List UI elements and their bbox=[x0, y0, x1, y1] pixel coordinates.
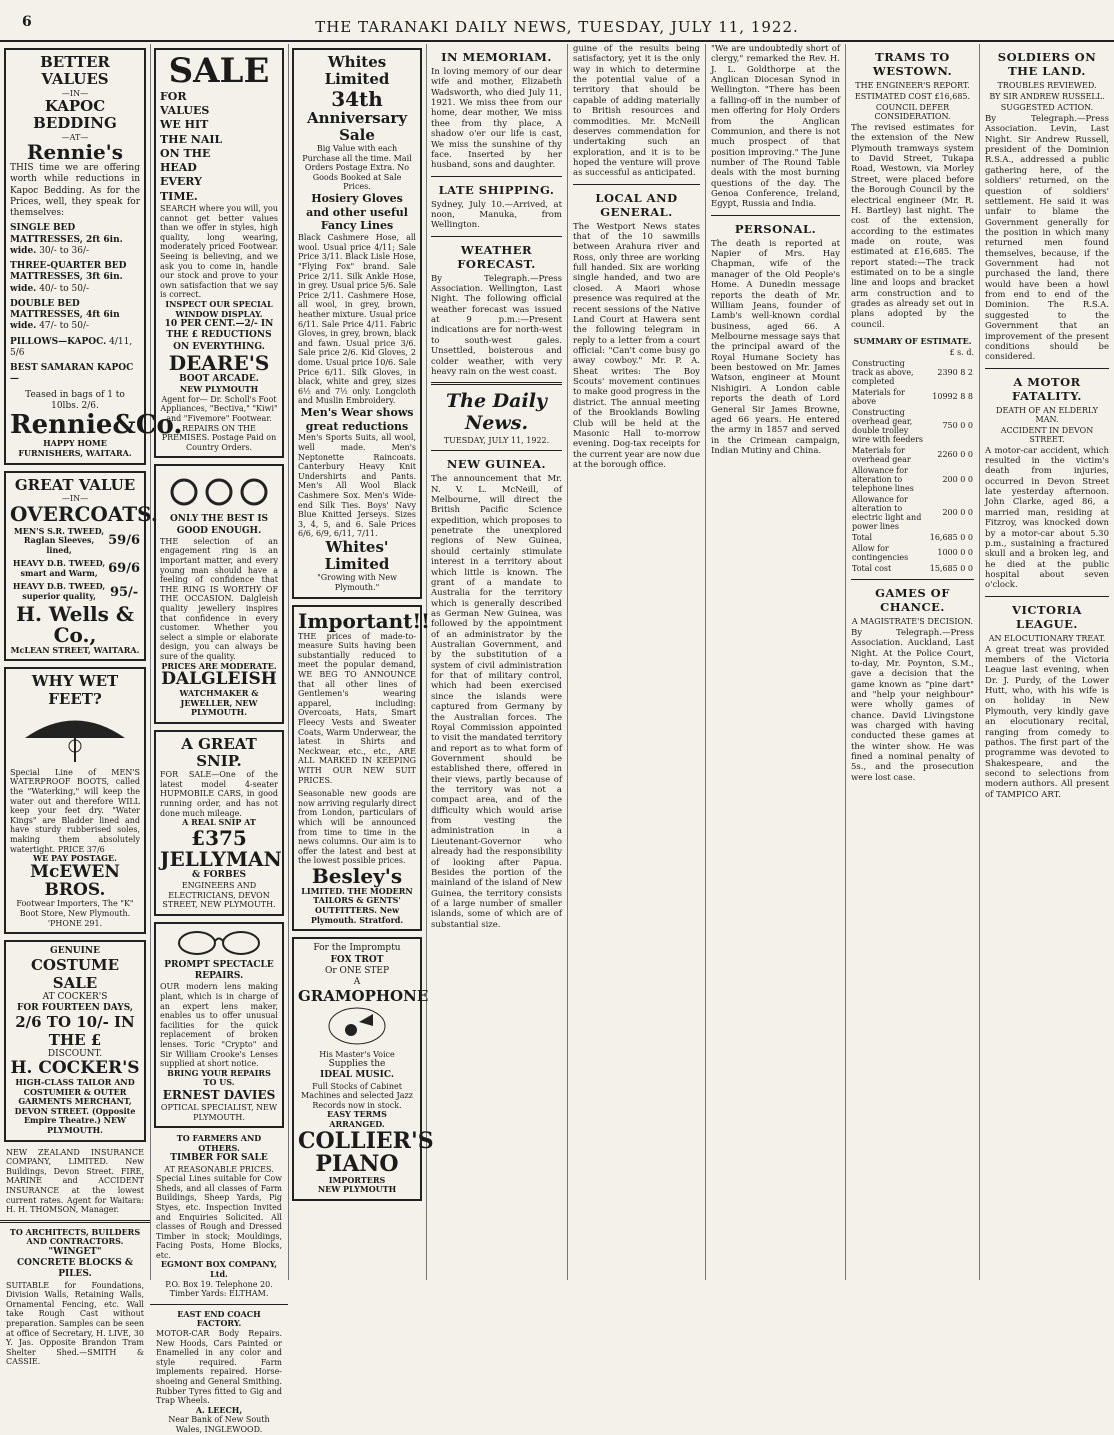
ad-sub-2: IDEAL MUSIC. bbox=[320, 1070, 394, 1081]
ad-heading-2: FOX TROT bbox=[330, 954, 384, 965]
side-word: HEAD bbox=[160, 161, 197, 175]
ad-body: FOR SALE—One of the latest model 4-seater HUPMOBILE CARS, in good running order, and has not done much mileage. bbox=[160, 770, 278, 818]
collier-ad bbox=[292, 937, 434, 1201]
ad-sub-2: —AT— bbox=[61, 132, 89, 142]
ad-heading: EAST END COACH FACTORY. bbox=[177, 1308, 261, 1329]
memoriam-body: In loving memory of our dear wife and mother, Elizabeth Wadsworth, who died July 11, 1921. We miss thee from our home, dear mother, We miss thee from thy place, A shadow o'er our life is cast, We miss the sunshine of thy face. Inserted by her husband, sons and daughter. bbox=[431, 67, 562, 171]
firm-name: McEWEN BROS. bbox=[30, 861, 120, 900]
cocker-ad bbox=[4, 940, 146, 1141]
ad-discount: 10 PER CENT.—2/- IN THE £ REDUCTIONS ON EVERYTHING. bbox=[164, 319, 274, 352]
ad-body: Special Line of MEN'S WATERPROOF BOOTS, called the "Waterking," will keep the water out and therefore WILL keep your feet dry. "Water Kings" are Bladder lined and have sturdy rubberised soles, making them absolutely watertight. PRICE 37/6 bbox=[10, 767, 140, 854]
ad-discount: 2/6 TO 10/- IN THE £ bbox=[15, 1013, 135, 1049]
ad-body: Full Stocks of Cabinet Machines and selected Jazz Records now in stock. bbox=[301, 1081, 413, 1110]
ad-note: PRICES ARE MODERATE. bbox=[161, 660, 277, 671]
column-2 bbox=[150, 44, 289, 1434]
table-row bbox=[851, 445, 974, 465]
item-label: PILLOWS—KAPOC. bbox=[10, 336, 107, 347]
row-label: Allowance for alteration to telephone lines bbox=[852, 465, 914, 493]
badge-caption: His Master's Voice bbox=[319, 1049, 395, 1059]
soldiers-body: By Telegraph.—Press Association. Levin, Last Night. Sir Andrew Russell, president of the Dominion R.S.A., addressed a public gathering here, of the soldiers' returned, on the question of soldiers' settlement. He said it was unfair to blame the Government generally for the position in which many returned men found themselves, because, if the Government had not purchased the land, there would have been a howl from end to end of the Dominion. The R.S.A. suggested to the Government that an improvement of the present conditions should be considered. bbox=[985, 114, 1109, 363]
firm-tag: HIGH-CLASS TAILOR AND COSTUMIER & OUTER GARMENTS MERCHANT, DEVON STREET. (Opposite Empire Theatre.) NEW PLYMOUTH. bbox=[14, 1077, 136, 1135]
ad-heading-3: Anniversary Sale bbox=[306, 108, 408, 144]
deares-ad bbox=[154, 48, 284, 458]
item-label: DOUBLE BED MATTRESSES, 4ft 6in wide. bbox=[10, 298, 120, 332]
price-item bbox=[10, 223, 140, 257]
ad-body: MOTOR-CAR Body Repairs. New Hoods, Cars Painted or Enamelled in any color and style required. Farm implements repaired. Horse-shoeing and General Smithing. Rubber Tyres fitted to Gig and Trap Wheels. bbox=[156, 1329, 282, 1406]
ad-heading: A GREAT SNIP. bbox=[181, 734, 257, 771]
trams-body: The revised estimates for the extension of the New Plymouth tramways system to David Street, Tukapa Road, Westown, via Morley Street, were placed before the Borough Council by the electrical engineer (Mr. R. H. Bartley) last night. The cost of the extension, according to the estimates made on route, was estimated at £16,685. The report stated:—The track estimated on to be a single line and loops and bracket arm construction and to grades as already set out in plans adopted by the council. bbox=[851, 123, 974, 330]
firm-name: Whites' Limited bbox=[324, 537, 390, 574]
firm-tag: WATCHMAKER & JEWELLER, NEW PLYMOUTH. bbox=[179, 688, 259, 718]
row-label: Allowance for alteration to electric light and power lines bbox=[852, 494, 922, 531]
ad-sub: AT REASONABLE PRICES. bbox=[164, 1164, 274, 1174]
row-value: 750 0 0 bbox=[942, 421, 973, 431]
firm-address: NEW PLYMOUTH bbox=[317, 1184, 397, 1195]
ad-heading: TO FARMERS AND OTHERS. bbox=[176, 1133, 262, 1153]
ad-heading-3: Or ONE STEP bbox=[324, 965, 390, 976]
ad-article: A bbox=[353, 977, 361, 987]
soldiers-subhead-3: SUGGESTED ACTION. bbox=[1000, 103, 1094, 112]
jellyman-ad bbox=[154, 730, 284, 916]
mcewen-ad bbox=[4, 667, 146, 934]
personal-heading: PERSONAL. bbox=[734, 221, 817, 236]
firm-name-2: PIANO bbox=[315, 1150, 399, 1177]
row-label: Total bbox=[852, 532, 873, 542]
ad-sub: —IN— bbox=[61, 88, 89, 98]
ad-note: WE PAY POSTAGE. bbox=[33, 853, 117, 864]
ad-sub-2: FOR FOURTEEN DAYS, bbox=[16, 1003, 134, 1014]
firm-name-2: & FORBES bbox=[192, 869, 246, 880]
ad-note: EASY TERMS ARRANGED. bbox=[327, 1109, 387, 1129]
item-price: 30/- to 36/- bbox=[39, 245, 90, 256]
besley-ad bbox=[292, 605, 430, 932]
side-word: WE HIT bbox=[160, 118, 209, 132]
firm-address: NEW PLYMOUTH bbox=[179, 384, 259, 395]
editorial-date: TUESDAY, JULY 11, 1922. bbox=[443, 436, 550, 446]
price-item bbox=[10, 337, 140, 360]
side-word: THE NAIL bbox=[160, 132, 223, 146]
ad-note: A REAL SNIP AT bbox=[182, 817, 256, 828]
firm-tag: LIMITED. THE MODERN TAILORS & GENTS' OUTFITTERS. New Plymouth. Stratford. bbox=[301, 885, 413, 925]
column-4 bbox=[426, 44, 568, 1280]
price-item bbox=[10, 261, 140, 295]
ad-intro: Big Value with each Purchase all the time. Mail Orders Postage Extra. No Goods Booked at Sale Prices. bbox=[302, 144, 412, 192]
editorial-masthead: The Daily News. bbox=[446, 390, 547, 435]
ad-heading-2: KAPOC BEDDING bbox=[33, 97, 117, 133]
newspaper-title: THE TARANAKI DAILY NEWS, TUESDAY, JULY 11, 1922. bbox=[315, 18, 799, 36]
personal-body: The death is reported at Napier of Mrs. Hay Chapman, wife of the manager of the Old People's Home. A Dunedin message reports the death of Mr. William Jeans, founder of Lamb's well-known cordial business, aged 66. A Melbourne message says that the principal award of the Royal Humane Society has been bestowed on Mr. James Watson, engineer at Mount Nishigiri. A London cable reports the death of Lord General Sir James Browne, aged 66 years. He entered the army in 1857 and served in the Crimean campaign, Indian Mutiny and China. bbox=[711, 238, 840, 456]
trams-heading: TRAMS TO WESTOWN. bbox=[872, 50, 953, 78]
side-word: VALUES bbox=[160, 103, 210, 117]
chance-body: By Telegraph.—Press Association. Auckland, Last Night. At the Police Court, to-day, Mr. Poynton, S.M., gave a decision that the game known as "pine dart" and "help your neighbour" were wholly games of chance. David Livingstone was charged with having conducted these games at the winter show. He was fined a nominal penalty of 5s., and the prosecution were lost case. bbox=[851, 627, 974, 783]
price-table bbox=[10, 525, 140, 604]
trams-subhead: THE ENGINEER'S REPORT. bbox=[855, 81, 970, 90]
firm-address: McLEAN STREET, WAITARA. bbox=[10, 644, 140, 655]
chance-subhead: A MAGISTRATE'S DECISION. bbox=[851, 616, 974, 626]
firm-name: H. COCKER'S bbox=[10, 1058, 140, 1079]
league-body: A great treat was provided members of the Victoria League last evening, when Dr. J. Purdy, of the Lower Hutt, who, with his wife is on holiday in New Plymouth, very kindly gave an elocutionary recital, ranging from comedy to pathos. The first part of the programme was devoted to Shakespeare, and the second to selections from modern authors. All present of TAMPICO ART. bbox=[985, 644, 1109, 800]
column-7 bbox=[846, 44, 980, 1280]
rings-icon bbox=[164, 470, 274, 510]
ad-heading: GREAT VALUE bbox=[14, 475, 136, 494]
local-body: The Westport News states that of the 10 sawmills between Arahura river and Ross, only three are working full handed. Six are working single handed, and two are closed. A Maori whose presence was required at the recent sessions of the Native Land Court at Hawera sent the following telegram in reply to a letter from a court official: "Can't come busy go away cowboy." Mr. P. A. Sheat writes: The Boy Scouts' movement continues to make good progress in the district. The annual meeting of the Brooklands Bowling Club will be held at the Masonic Hall to-morrow evening. Dog-tax receipts for the current year are now due at the borough office. bbox=[573, 221, 700, 470]
fatality-subhead-2: ACCIDENT IN DEVON STREET. bbox=[1000, 425, 1094, 444]
ad-body: SUITABLE for Foundations, Division Walls, Retaining Walls, Ornamental Fencing, etc. Wall take Rough Cast without preparation. Samples can be seen at office of Secretary, H. LIVE, 30 Y. Jas. Opposite Brandon Tram Shelter Shed.—SMITH & CASSIE. bbox=[6, 1280, 144, 1367]
editorial-continued: guine of the results being satisfactory, yet it is the only way in which to determine the potential value of a territory that should be capable of adding materially to British resources and commodities. Mr. McNeill deserves commendation for undertaking such an exploration, and it is to be hoped the venture will prove as successful as anticipated. bbox=[573, 44, 700, 179]
ad-side-list bbox=[160, 90, 278, 204]
soldiers-subhead-2: BY SIR ANDREW RUSSELL. bbox=[989, 92, 1105, 101]
ad-note: INSPECT OUR SPECIAL WINDOW DISPLAY. bbox=[165, 299, 273, 319]
item-label: BEST SAMARAN KAPOC— bbox=[10, 363, 134, 385]
summary-currency-head: £ s. d. bbox=[949, 348, 974, 358]
table-row bbox=[851, 358, 974, 387]
firm-tag: IMPORTERS bbox=[328, 1174, 386, 1185]
wells-ad bbox=[4, 471, 158, 662]
side-word: EVERY bbox=[160, 175, 202, 189]
umbrella-figure-icon bbox=[15, 708, 135, 764]
ad-heading: Whites Limited bbox=[324, 53, 390, 89]
row-value: 16,685 0 0 bbox=[929, 532, 973, 542]
firm-tag: ENGINEERS AND ELECTRICIANS, DEVON STREET, NEW PLYMOUTH. bbox=[162, 881, 276, 910]
item-label: THREE-QUARTER BED MATTRESSES, 3ft 6in. wide. bbox=[10, 261, 127, 294]
price-item bbox=[10, 299, 140, 333]
weather-heading: WEATHER FORECAST. bbox=[457, 242, 536, 271]
table-row bbox=[851, 465, 974, 494]
ad-body: SEARCH where you will, you cannot get better values than we offer in styles, high quality, long wearing, moderately priced Footwear. Seeing is believing, and we ask you to come in, handle our stock and prove to your own satisfaction that we say is correct. bbox=[160, 204, 278, 300]
ad-sub-3: DISCOUNT. bbox=[47, 1048, 103, 1059]
column-6 bbox=[706, 44, 846, 1280]
row-label: Total cost bbox=[852, 563, 892, 573]
fatality-heading: A MOTOR FATALITY. bbox=[1012, 374, 1082, 403]
davies-ad bbox=[154, 922, 284, 1128]
ad-subhead-2: Men's Wear shows great reductions bbox=[300, 405, 414, 433]
firm-tag: OPTICAL SPECIALIST, NEW PLYMOUTH. bbox=[160, 1102, 278, 1122]
page-number: 6 bbox=[22, 14, 32, 30]
firm-name: COLLIER'S bbox=[298, 1127, 434, 1154]
price-row bbox=[10, 557, 140, 580]
ad-sub: —IN— bbox=[61, 493, 89, 503]
column-3 bbox=[288, 44, 434, 1280]
item-price: 40/- to 50/- bbox=[39, 283, 90, 294]
firm-name-2: BOOT ARCADE. bbox=[179, 373, 259, 384]
ad-brand: Rennie's bbox=[26, 140, 124, 165]
league-heading: VICTORIA LEAGUE. bbox=[1012, 602, 1082, 631]
row-value: 1000 0 0 bbox=[937, 548, 973, 558]
table-row bbox=[851, 532, 974, 543]
column-5 bbox=[568, 44, 706, 1280]
ad-heading: GENUINE bbox=[50, 946, 100, 957]
ad-body: THE selection of an engagement ring is an important matter, and every young man should have a feeling of confidence that THE RING IS WORTHY OF THE OCCASION. Dalgleish quality jewellery inspires that confidence in every customer. Whether you select a simple or elaborate design, you can always be sure of the quality. bbox=[160, 536, 278, 661]
soldiers-heading: SOLDIERS ON THE LAND. bbox=[997, 50, 1097, 78]
item-price: 4/11, 5/6 bbox=[10, 336, 133, 358]
firm-name: JELLYMAN bbox=[160, 846, 282, 871]
soldiers-subhead: TROUBLES REVIEWED. bbox=[997, 81, 1097, 90]
item-label: SINGLE BED MATTRESSES, 2ft 6in. wide. bbox=[10, 223, 123, 256]
ad-body: Black Cashmere Hose, all wool. Usual price 4/11; Sale Price 3/11. Black Lisle Hose, "Flying Fox" brand. Sale Price 2/11. Silk Ankle Hose, in grey. Usual price 5/6. Sale Price 2/11. Cashmere Hose, all wool, in grey, brown, heather mixture. Usual price 6/11. Sale Price 4/11. Fabric Gloves, in grey, brown, black and fawn. Usual price 3/6. Sale price 2/6. Kid Gloves, 2 dome. Usual price 10/6. Sale Price 6/11. Silk Gloves, in black, white and grey, sizes 6½ and 7½ only. Longcloth and Muslin Embroidery. bbox=[298, 233, 416, 406]
dalgleish-ad bbox=[154, 464, 284, 723]
column-8 bbox=[980, 44, 1114, 1280]
ad-heading: ONLY THE BEST IS GOOD ENOUGH. bbox=[169, 514, 269, 536]
table-row bbox=[851, 387, 974, 407]
firm-name: ERNEST DAVIES bbox=[162, 1087, 276, 1102]
fatality-subhead: DEATH OF AN ELDERLY MAN. bbox=[996, 405, 1098, 424]
ad-heading-2: TIMBER FOR SALE bbox=[170, 1153, 268, 1164]
ad-heading-3: CONCRETE BLOCKS & PILES. bbox=[17, 1258, 133, 1280]
firm-name: Rennie&Co. bbox=[10, 410, 183, 441]
firm-name: DALGLEISH bbox=[161, 669, 277, 690]
local-continued: "We are undoubtedly short of clergy," remarked the Rev. H. J. L. Goldthorpe at the Anglican Diocesan Synod in Wellington. "There has been a falling-off in the number of men offering for Holy Orders from the Anglican Communion, and there is not much prospect of that position improving." The June number of The Round Table deals with the most burning questions of the day. The Genoa Conference, Ireland, Egypt, Russia and India. bbox=[711, 44, 840, 210]
editorial-heading: NEW GUINEA. bbox=[446, 457, 547, 472]
ad-heading-2: COSTUME SALE bbox=[30, 956, 120, 992]
side-word: FOR bbox=[160, 89, 187, 103]
ad-subhead: Hosiery Gloves and other useful Fancy Lines bbox=[306, 191, 408, 233]
egmont-ad bbox=[156, 1134, 282, 1299]
editorial-body: The announcement that Mr. N. V. L. McNeill, of Melbourne, will direct the British Pacific Science expedition, which proposes to penetrate the unexplored regions of New Guinea, should certainly stimulate interest in a territory about which little is known. The grant of a mandate to Australia for the territory which is generally described as German New Guinea, was followed by the appointment of an administrator by the Australian Government, and by the substitution of a system of civil administration for that of military control, which had been exercised since the islands were captured from Germany by the Australian forces. The Royal Commission appointed to visit the mandated territory and report as to what form of Government should be established there, offered in their views, partly because of the territory was not a compact area, and of the difficulty which would arise from vesting the administration in a Lieutenant-Governor who already had the responsibility of looking after Papua. Besides the portion of the mainland of the island of New Guinea, the territory consists of a large number of smaller islands, some of which are of substantial size. bbox=[431, 474, 562, 930]
price-list bbox=[10, 223, 140, 385]
trams-subhead-2: ESTIMATED COST £16,685. bbox=[854, 92, 971, 101]
firm-address: Near Bank of New South Wales, INGLEWOOD. bbox=[168, 1415, 270, 1434]
ad-heading: WHY WET FEET? bbox=[31, 672, 119, 708]
estimate-table bbox=[851, 358, 974, 574]
ad-body: OUR modern lens making plant, which is in charge of an expert lens maker, enables us to offer unusual facilities for the quick replacement of broken lenses. Toric "Crypto" and Sir William Crooke's Lenses supplied at short notice. bbox=[160, 982, 278, 1069]
item-price: 69/6 bbox=[108, 561, 140, 577]
winget-ad bbox=[6, 1228, 144, 1367]
row-value: 200 0 0 bbox=[942, 508, 973, 518]
firm-name: DEARE'S bbox=[168, 350, 270, 375]
row-value: 10992 8 8 bbox=[932, 392, 973, 402]
ad-sub: Supplies the bbox=[328, 1059, 386, 1070]
memoriam-heading: IN MEMORIAM. bbox=[441, 50, 552, 64]
row-value: 200 0 0 bbox=[942, 474, 973, 484]
ad-heading: SALE bbox=[168, 51, 270, 91]
row-label: Materials for above bbox=[852, 387, 905, 406]
item-price: 95/- bbox=[109, 584, 139, 600]
insurance-notice: NEW ZEALAND INSURANCE COMPANY, LIMITED. New Buildings, Devon Street. FIRE, MARINE and ACCIDENT INSURANCE at the lowest current rates. Agent for Waitara: H. H. THOMSON, Manager. bbox=[6, 1147, 144, 1215]
price-row bbox=[10, 580, 140, 603]
firm-name: A. LEECH, bbox=[195, 1404, 243, 1415]
firm-tag: Footwear Importers, The "K" Boot Store, New Plymouth. 'PHONE 291. bbox=[16, 899, 134, 928]
masthead bbox=[0, 0, 1114, 42]
row-label: Allow for contingencies bbox=[852, 543, 909, 562]
row-value: 15,685 0 0 bbox=[929, 563, 973, 573]
row-value: 2260 0 0 bbox=[937, 450, 973, 460]
firm-tag: "Growing with New Plymouth." bbox=[317, 573, 397, 593]
league-subhead: AN ELOCUTIONARY TREAT. bbox=[988, 633, 1106, 643]
ad-product: GRAMOPHONE bbox=[298, 987, 429, 1006]
summary-heading: SUMMARY OF ESTIMATE. bbox=[853, 336, 972, 347]
weather-body: By Telegraph.—Press Association. Wellington, Last Night. The following official weather forecast was issued at 9 p.m.:—Present indications are for north-west to south-west gales. Unsettled, boisterous and colder weather, with very heavy rain on the west coast. bbox=[431, 273, 562, 377]
local-heading: LOCAL AND GENERAL. bbox=[595, 190, 678, 219]
ad-price: £375 bbox=[191, 825, 247, 850]
ad-sub: AT COCKER'S bbox=[42, 991, 108, 1002]
table-row bbox=[851, 494, 974, 532]
side-word: TIME. bbox=[160, 189, 198, 203]
table-row bbox=[851, 407, 974, 445]
chance-heading: GAMES OF CHANCE. bbox=[875, 585, 950, 614]
ad-note: BRING YOUR REPAIRS TO US. bbox=[167, 1067, 271, 1088]
ad-body-2: Men's Sports Suits, all wool, well made. Men's Neptonette Raincoats. Canterbury Heavy Knit Undershirts and Pants. Men's All Wool Black Cashmere Sox. Men's Wide-end Silk Ties. Boys' Navy Blue Knitted Jerseys. Sizes 3, 4, 5, and 6. Sale Prices 6/6, 6/9, 6/11, 7/11. bbox=[298, 433, 416, 539]
item-price: 47/- to 50/- bbox=[39, 321, 90, 332]
row-label: Constructing overhead gear, double trolley wire with feeders bbox=[852, 407, 924, 444]
ad-agent: Agent for— Dr. Scholl's Foot Appliances, "Bectiva," "Kiwi" and "Fivemore" Footwear. REPAIRS ON THE PREMISES. Postage Paid on Country Orders. bbox=[160, 394, 278, 452]
his-masters-voice-logo-icon bbox=[327, 1006, 387, 1046]
ad-heading: For the Impromptu bbox=[313, 943, 401, 954]
item-label: HEAVY D.B. TWEED, smart and Warm, bbox=[12, 558, 106, 578]
firm-name: Besley's bbox=[311, 863, 403, 888]
shipping-heading: LATE SHIPPING. bbox=[438, 182, 555, 197]
table-row bbox=[851, 563, 974, 574]
firm-name: H. Wells & Co., bbox=[16, 601, 134, 647]
firm-tag: HAPPY HOME FURNISHERS, WAITARA. bbox=[18, 438, 132, 459]
leech-ad bbox=[156, 1310, 282, 1435]
table-row bbox=[851, 543, 974, 563]
ad-body: Special Lines suitable for Cow Sheds, and all classes of Farm Buildings, Sheep Yards, Pig Styes, etc. Inspection Invited and Enquiries Solicited. All classes of Rough and Dressed Timber in stock; Mouldings, Facing Posts, Home Blocks, etc. bbox=[156, 1174, 282, 1260]
trams-subhead-3: COUNCIL DEFER CONSIDERATION. bbox=[874, 103, 951, 121]
firm-address: P.O. Box 19. Telephone 20. Timber Yards: ELTHAM. bbox=[165, 1279, 273, 1299]
ad-intro: THIS time we are offering worth while reductions in Kapoc Bedding. As for the Prices, well, they speak for themselves: bbox=[10, 163, 140, 219]
row-label: Constructing track as above, completed bbox=[852, 358, 914, 386]
ad-heading: BETTER VALUES bbox=[40, 53, 110, 89]
ad-heading-2: 34th bbox=[331, 86, 383, 111]
spectacles-icon bbox=[169, 928, 269, 956]
firm-name: EGMONT BOX COMPANY, Ltd. bbox=[160, 1259, 278, 1280]
ad-body: THE prices of made-to-measure Suits having been substantially reduced to meet the popular demand, WE BEG TO ANNOUNCE that all other lines of Gentlemen's wearing apparel, including: Overcoats, Hats, Smart Fleecy Vests and Sweater Coats, Warm Underwear, the latest in Shirts and Neckwear, etc., etc., ARE ALL MARKED IN KEEPING WITH OUR NEW SUIT PRICES. bbox=[298, 631, 416, 785]
ad-body-2: Seasonable new goods are now arriving regularly direct from London, particulars of which will be announced from time to time in the news columns. Our aim is to offer the latest and best at the lowest possible prices. bbox=[298, 789, 416, 866]
ad-heading-2: "WINGET" bbox=[48, 1246, 102, 1257]
whites-ad bbox=[292, 48, 422, 599]
row-label: Materials for overhead gear bbox=[852, 445, 911, 464]
item-price: 59/6 bbox=[108, 533, 140, 549]
item-label: MEN'S S.R. TWEED, Raglan Sleeves, lined, bbox=[13, 525, 105, 555]
item-label: HEAVY D.B. TWEED, superior quality, bbox=[12, 581, 106, 602]
fatality-body: A motor-car accident, which resulted in the victim's death from injuries, occurred in Devon Street late yesterday afternoon. John Clarke, aged 86, a married man, residing at Fitzroy, was knocked down by a motor-car about 5.30 p.m., sustaining a fractured skull and a broken leg, and he died at the public hospital about seven o'clock. bbox=[985, 445, 1109, 591]
ad-heading: Important!! bbox=[298, 608, 430, 633]
price-row bbox=[10, 525, 140, 558]
ad-note: Teased in bags of 1 to 10lbs. 2/6. bbox=[25, 389, 125, 411]
row-value: 2390 8 2 bbox=[937, 367, 973, 377]
ad-heading: TO ARCHITECTS, BUILDERS AND CONTRACTORS. bbox=[9, 1226, 141, 1247]
side-word: ON THE bbox=[160, 146, 211, 160]
ad-heading: PROMPT SPECTACLE REPAIRS. bbox=[164, 959, 274, 982]
price-item bbox=[10, 363, 140, 386]
shipping-body: Sydney, July 10.—Arrived, at noon, Manuka, from Wellington. bbox=[431, 199, 562, 231]
ad-heading-2: OVERCOATS. bbox=[10, 501, 158, 526]
